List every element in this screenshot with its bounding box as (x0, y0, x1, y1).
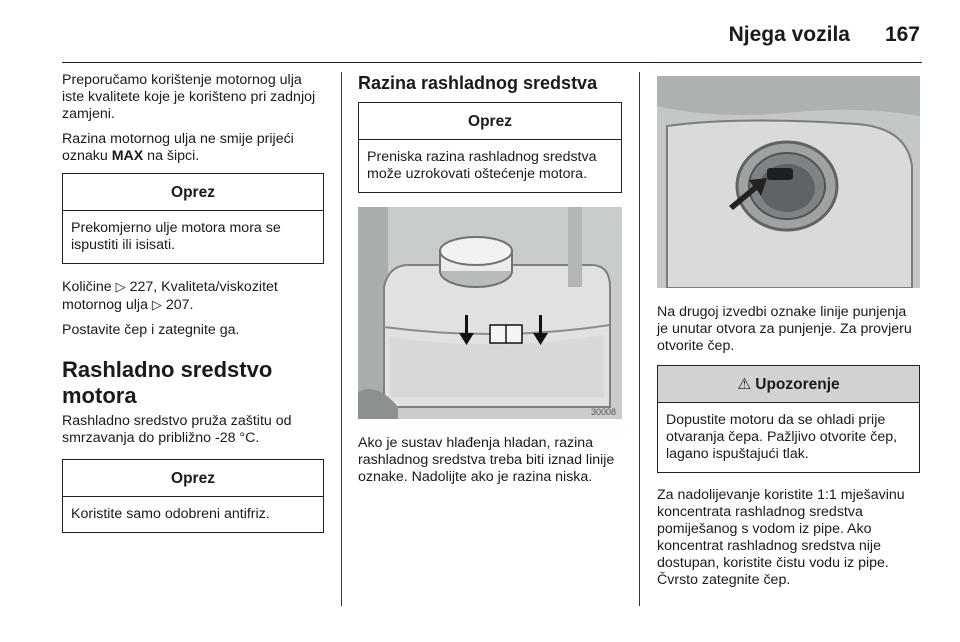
warning-box (657, 365, 920, 473)
page-number: 167 (884, 23, 920, 46)
page-ref-arrow-icon[interactable]: ▷ (115, 279, 126, 294)
caution-box-coolant-level (358, 102, 622, 193)
paragraph-coolant-protection: Rashladno sredstvo pruža zaštitu od smrzavanja do približno -28 °C. (62, 413, 292, 446)
section-title: Njega vozila (728, 23, 850, 46)
warning-text: Dopustite motoru da se ohladi prije otvaranja čepa. Pažljivo otvorite čep, lagano ispuštajući tlak. (666, 412, 898, 462)
figure-code: 30008 (590, 407, 616, 417)
warning-triangle-icon: ⚠ (737, 376, 752, 393)
caution-text: Koristite samo odobreni antifriz. (71, 506, 270, 522)
paragraph-oil-quality: Preporučamo korištenje motornog ulja iste kvalitete koje je korišteno pri zadnjoj zamjeni. (62, 72, 316, 122)
max-mark: MAX (111, 148, 144, 164)
paragraph-cap: Postavite čep i zategnite ga. (62, 322, 240, 338)
paragraph-refill: Za nadolijevanje koristite 1:1 mješavinu koncentrata rashladnog sredstva pomiješanog s vodom iz pipe. Ako koncentrat rashladnog sredstva nije dostupan, koristite čistu vodu iz pipe. Čvrsto zategnite čep. (657, 487, 905, 588)
paragraph-alt-version: Na drugoj izvedbi oznake linije punjenja je unutar otvora za punjenje. Za provjeru otvorite čep. (657, 304, 912, 354)
column-1 (62, 72, 324, 547)
warning-title: ⚠ Upozorenje (658, 366, 919, 403)
caution-title: Oprez (359, 103, 621, 140)
paragraph-references: Količine ▷ 227, Kvaliteta/viskozitet motornog ulja ▷ 207. (62, 279, 278, 313)
page-ref-arrow-icon[interactable]: ▷ (151, 297, 162, 312)
column-divider-1 (341, 72, 342, 606)
caution-title: Oprez (63, 460, 323, 497)
caution-text: Prekomjerno ulje motora mora se ispustiti ili isisati. (71, 220, 281, 253)
caution-text: Preniska razina rashladnog sredstva može uzrokovati oštećenje motora. (367, 149, 597, 182)
column-3 (657, 72, 920, 597)
paragraph-oil-max: Razina motornog ulja ne smije prijeći oznaku MAX na šipci. (62, 131, 294, 164)
column-divider-2 (639, 72, 640, 606)
caution-box-antifreeze (62, 459, 324, 533)
coolant-reservoir-illustration (358, 207, 622, 419)
heading-coolant-level: Razina rashladnog sredstva (358, 73, 598, 93)
caution-box-oil (62, 173, 324, 264)
paragraph-coolant-check: Ako je sustav hlađenja hladan, razina rashladnog sredstva treba biti iznad linije oznake. Nadolijte ako je razina niska. (358, 435, 615, 485)
filler-neck-illustration (657, 76, 920, 288)
caution-title: Oprez (63, 174, 323, 211)
heading-coolant: Rashladno sredstvo motora (62, 357, 273, 408)
page-header (62, 14, 922, 63)
column-2 (358, 72, 622, 494)
